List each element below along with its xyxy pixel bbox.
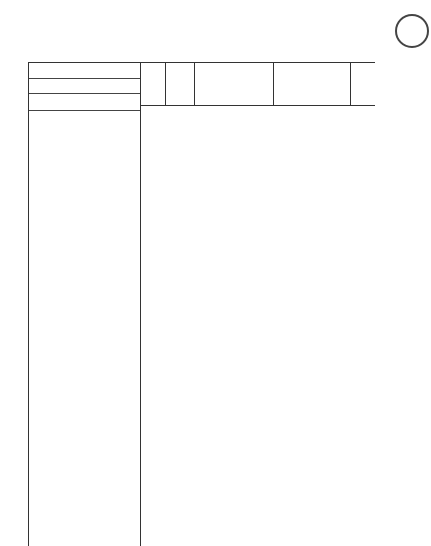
- left-title: [29, 63, 140, 79]
- watermark-banner: [58, 12, 378, 38]
- seal-logo: [395, 14, 429, 48]
- header-nine-stars: [351, 63, 375, 106]
- measurement-table: [28, 62, 375, 546]
- left-tags: [29, 94, 140, 111]
- left-measure-panel: [29, 63, 141, 546]
- header-cun-bai: [166, 63, 195, 106]
- header-shen-gao: [141, 63, 166, 106]
- header-height-low: [274, 63, 351, 106]
- left-subtitle: [29, 79, 140, 94]
- header-width-depth: [195, 63, 274, 106]
- left-grid: [29, 111, 140, 546]
